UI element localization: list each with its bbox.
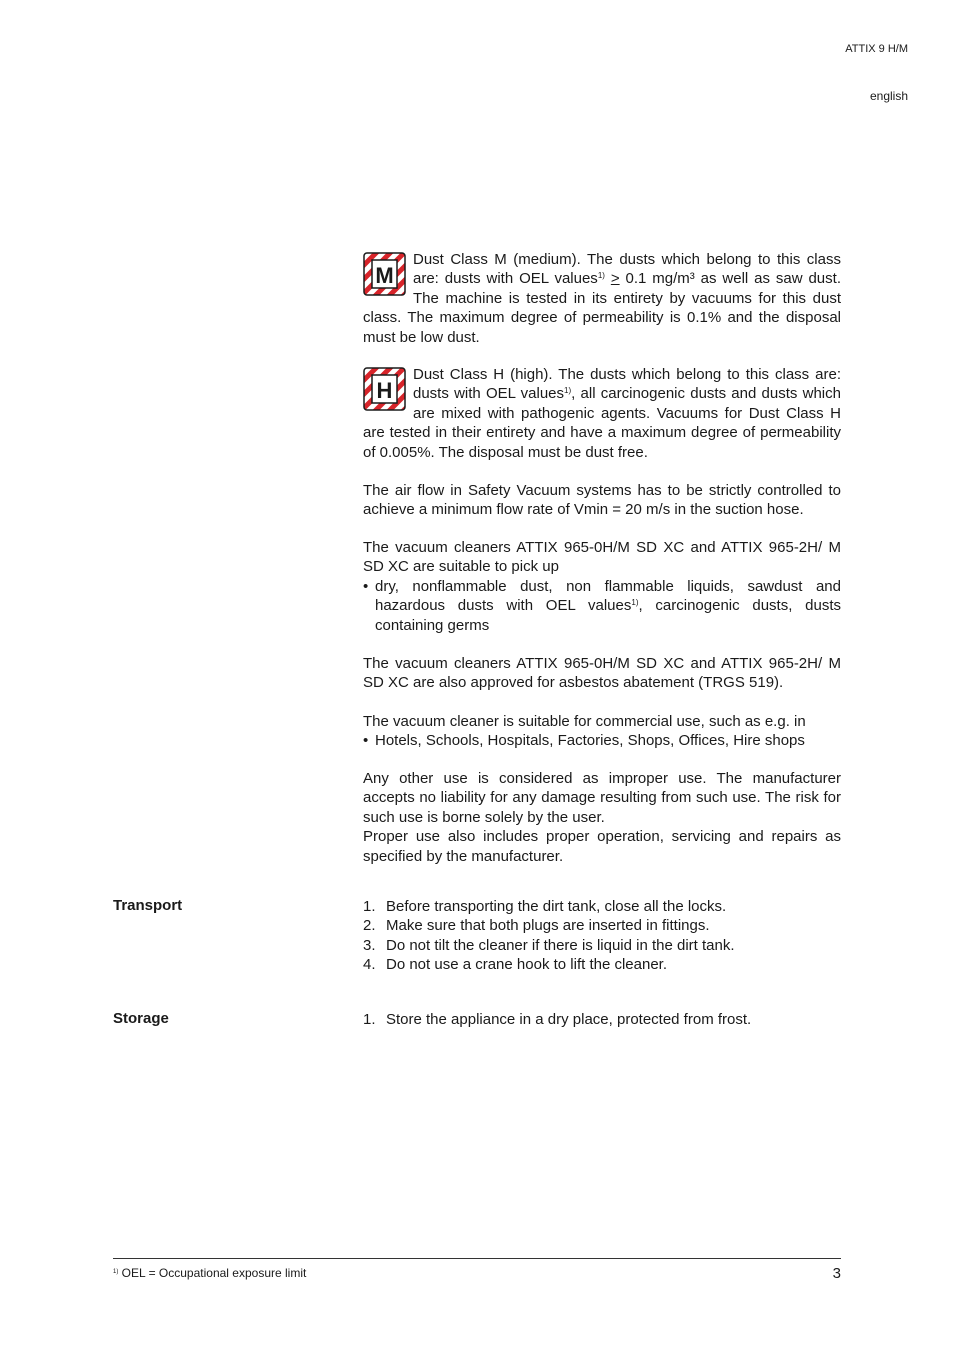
improper-use-text: Any other use is considered as improper use. The manufacturer accepts no liability for any damage resulting from such use. The risk for such use is borne solely by the user. <box>363 770 841 826</box>
pickup-section <box>363 538 841 635</box>
dust-class-m-ge-symbol: > <box>610 270 620 288</box>
step-number: 3. <box>363 936 376 954</box>
dust-class-m-text-b: 0.1 mg/m³ as well as saw dust. The machine is tested in its entirety by vacuums for this dust class. The maximum degree of permeability is 0.1% and the disposal must be low dust. <box>363 270 841 346</box>
airflow-paragraph <box>363 481 841 520</box>
dust-class-h-text-a: Dust Class H (high). The dusts which belong to this class are: dusts with OEL values <box>413 366 841 403</box>
transport-step <box>363 897 841 916</box>
dust-class-m-section <box>363 250 841 347</box>
footnote <box>113 1266 306 1280</box>
pickup-footnote-ref: 1) <box>631 598 639 608</box>
header-model: ATTIX 9 H/M <box>845 43 908 55</box>
storage-heading: Storage <box>113 1010 169 1027</box>
step-text: Store the appliance in a dry place, protected from frost. <box>386 1011 752 1028</box>
page-number: 3 <box>832 1265 841 1282</box>
dust-class-h-section <box>363 365 841 462</box>
transport-step <box>363 916 841 935</box>
step-text: Do not tilt the cleaner if there is liquid in the dirt tank. <box>386 936 735 954</box>
asbestos-paragraph <box>363 654 841 693</box>
transport-heading: Transport <box>113 897 183 914</box>
footnote-text: OEL = Occupational exposure limit <box>118 1266 307 1280</box>
step-text: Make sure that both plugs are inserted in fittings. <box>386 917 710 935</box>
dust-class-h-icon <box>363 367 406 411</box>
storage-step <box>363 1010 841 1029</box>
dust-class-h-text-b: , all carcinogenic dusts and dusts which are mixed with pathogenic agents. Vacuums for Dust Class H are tested in their entirety and have a maximum degree of permeability of 0.005%. The disposal must be dust free. <box>363 385 841 461</box>
header-language: english <box>869 89 908 103</box>
pickup-bullet-text-a: dry, nonflammable dust, non flammable liquids, sawdust and hazardous dusts with OEL values <box>375 577 841 615</box>
dust-class-m-icon <box>363 252 406 296</box>
step-number: 2. <box>363 917 376 935</box>
pickup-intro: The vacuum cleaners ATTIX 965-0H/M SD XC and ATTIX 965-2H/ M SD XC are suitable to pick up <box>363 539 841 576</box>
pickup-bullet <box>363 577 841 635</box>
footer-rule <box>113 1258 841 1259</box>
airflow-text: The air flow in Safety Vacuum systems has to be strictly controlled to achieve a minimum flow rate of Vmin = 20 m/s in the suction hose. <box>363 482 841 519</box>
storage-steps <box>363 1010 841 1029</box>
proper-use-text: Proper use also includes proper operation, servicing and repairs as specified by the manufacturer. <box>363 828 841 865</box>
footnote-marker: 1) <box>113 1269 119 1275</box>
step-number: 4. <box>363 956 376 974</box>
asbestos-text: The vacuum cleaners ATTIX 965-0H/M SD XC and ATTIX 965-2H/ M SD XC are also approved for asbestos abatement (TRGS 519). <box>363 655 841 692</box>
dust-class-m-footnote-ref: 1) <box>597 271 605 281</box>
commercial-section <box>363 712 841 751</box>
step-text: Do not use a crane hook to lift the cleaner. <box>386 956 668 974</box>
transport-step <box>363 936 841 955</box>
pickup-bullet-text-b: , carcinogenic dusts, dusts containing germs <box>375 597 841 634</box>
transport-step <box>363 955 841 974</box>
dust-class-h-footnote-ref: 1) <box>564 386 572 396</box>
transport-steps <box>363 897 841 975</box>
step-number: 1. <box>363 898 376 915</box>
dust-class-m-icon-letter: M <box>375 263 394 288</box>
step-number: 1. <box>363 1011 376 1028</box>
dust-class-h-icon-letter: H <box>376 378 393 403</box>
improper-use-section <box>363 769 841 866</box>
step-text: Before transporting the dirt tank, close all the locks. <box>386 898 727 915</box>
commercial-bullet: • Hotels, Schools, Hospitals, Factories, Shops, Offices, Hire shops <box>363 731 841 750</box>
dust-class-m-text-a: Dust Class M (medium). The dusts which belong to this class are: dusts with OEL values <box>413 251 841 288</box>
commercial-intro: The vacuum cleaner is suitable for commercial use, such as e.g. in <box>363 713 806 730</box>
